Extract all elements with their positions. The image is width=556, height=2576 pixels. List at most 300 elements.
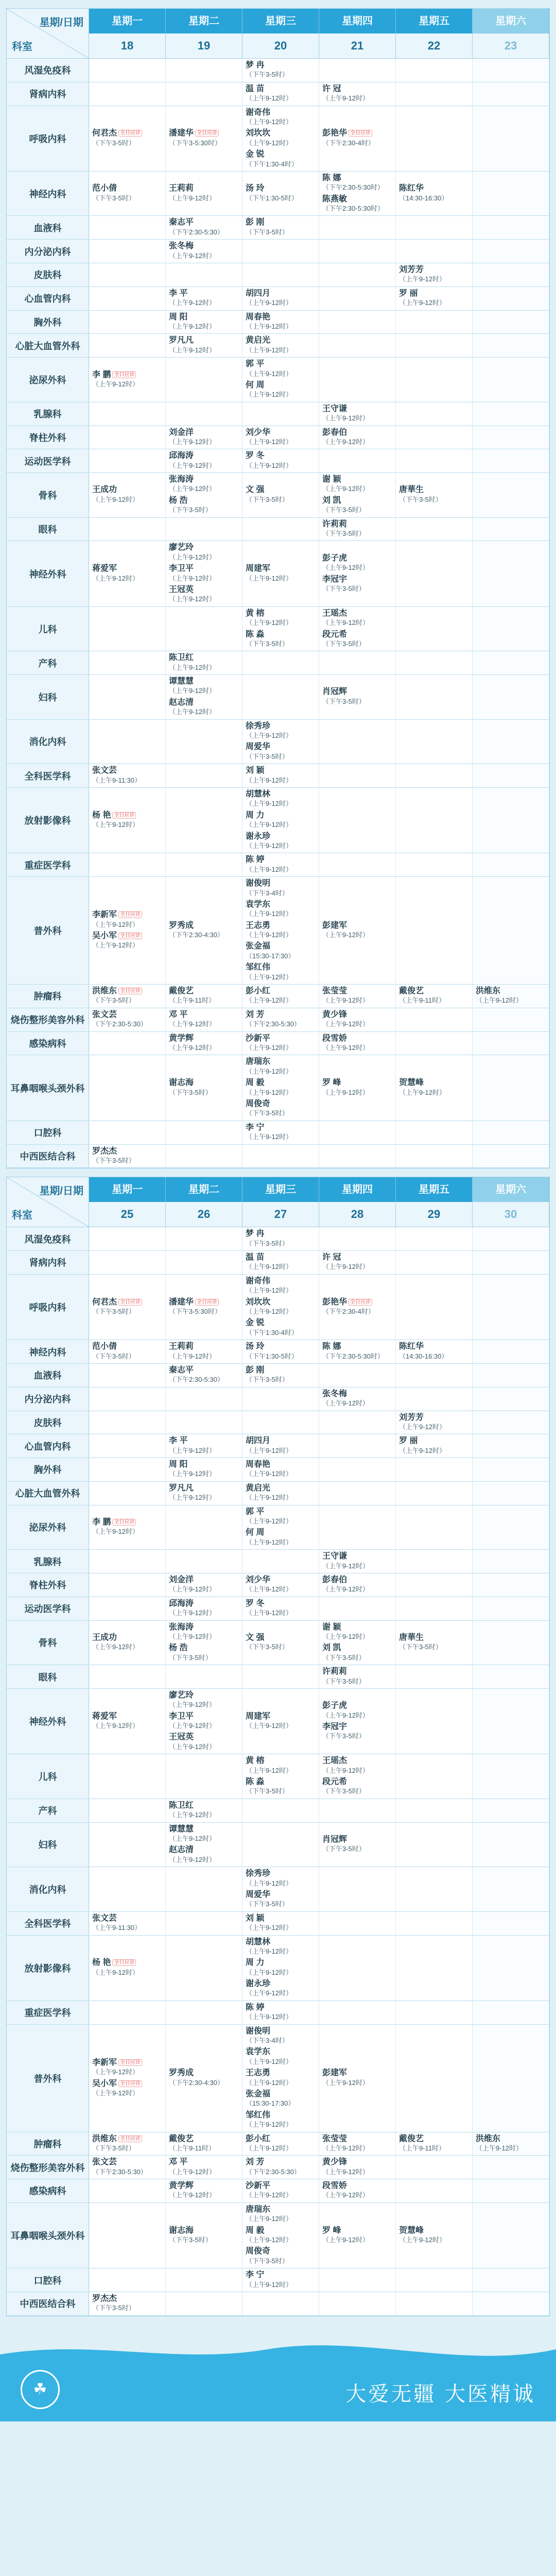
clinic-hours: （上午9-12时） xyxy=(169,346,216,354)
schedule-cell xyxy=(242,1032,319,1055)
doctor-entry xyxy=(92,564,162,583)
doctor-name: 李 平 xyxy=(169,1436,188,1446)
doctor-entry xyxy=(322,630,392,649)
schedule-cell xyxy=(242,2292,319,2315)
doctor-name: 吴小军 xyxy=(92,931,117,941)
clinic-hours: （上午9-12时） xyxy=(169,1632,216,1640)
schedule-cell xyxy=(89,764,166,787)
schedule-cell xyxy=(319,59,396,82)
clinic-hours: （上午9-12时） xyxy=(92,920,140,928)
clinic-hours: （上午9-12时） xyxy=(92,1722,140,1730)
schedule-cell xyxy=(319,1597,396,1620)
schedule-cell xyxy=(396,2156,473,2179)
schedule-cell xyxy=(166,1032,242,1055)
schedule-cell xyxy=(473,1145,549,1168)
doctor-entry xyxy=(399,1436,469,1455)
schedule-cell xyxy=(89,1505,166,1550)
doctor-entry xyxy=(246,1078,316,1097)
schedule-cell xyxy=(473,1505,549,1550)
clinic-hours: （上午9-12时） xyxy=(169,251,216,260)
date-label: 18 xyxy=(89,33,166,59)
doctor-entry xyxy=(169,1575,239,1595)
schedule-cell xyxy=(166,1754,242,1799)
schedule-cell xyxy=(319,1689,396,1754)
clinic-hours: （上午9-12时） xyxy=(399,275,446,283)
doctor-entry xyxy=(399,289,469,308)
schedule-cell xyxy=(89,311,166,334)
schedule-cell xyxy=(319,1505,396,1550)
doctor-entry xyxy=(322,1389,392,1409)
doctor-entry xyxy=(92,2134,162,2154)
dept-name: 重症医学科 xyxy=(7,2001,89,2024)
schedule-cell xyxy=(319,1227,396,1250)
schedule-cell xyxy=(166,788,242,853)
schedule-cell xyxy=(473,1227,549,1250)
schedule-cell xyxy=(319,473,396,517)
schedule-cell xyxy=(396,1573,473,1597)
clinic-hours: （下午3-5时） xyxy=(399,495,442,503)
doctor-entry xyxy=(246,2027,316,2046)
schedule-cell xyxy=(89,2156,166,2179)
schedule-cell xyxy=(319,2268,396,2292)
doctor-entry xyxy=(246,381,316,400)
corner-cell xyxy=(7,1177,89,1227)
schedule-cell xyxy=(242,1434,319,1458)
schedule-cell xyxy=(396,1936,473,2001)
schedule-cell xyxy=(89,1823,166,1867)
doctor-name: 郭 平 xyxy=(246,360,265,369)
doctor-name: 刘芳芳 xyxy=(399,265,424,275)
clinic-hours: （上午9-12时） xyxy=(246,800,293,808)
schedule-cell xyxy=(396,1275,473,1340)
schedule-cell xyxy=(396,1665,473,1688)
schedule-cell xyxy=(166,473,242,517)
hospital-logo-icon: ☘ xyxy=(21,2370,60,2409)
schedule-cell xyxy=(166,2001,242,2024)
doctor-name: 谢永珍 xyxy=(246,832,271,841)
dept-name: 眼科 xyxy=(7,518,89,541)
day-column-header xyxy=(396,9,473,59)
clinic-hours: （下午3-5时） xyxy=(92,194,135,202)
clinic-hours: （下午2:30-5:30） xyxy=(169,228,224,236)
dept-row xyxy=(7,1458,549,1482)
schedule-cell xyxy=(166,106,242,171)
doctor-entry xyxy=(322,174,392,193)
schedule-cell xyxy=(396,1754,473,1799)
weekday-label: 星期五 xyxy=(396,1177,473,1202)
schedule-cell xyxy=(319,1665,396,1688)
clinic-hours: （下午3-5时） xyxy=(246,752,289,760)
schedule-cell xyxy=(473,1434,549,1458)
schedule-cell xyxy=(166,1505,242,1550)
schedule-cell xyxy=(473,1573,549,1597)
schedule-cell xyxy=(242,1008,319,1031)
schedule-cell xyxy=(89,541,166,606)
schedule-cell xyxy=(473,402,549,426)
schedule-cell xyxy=(319,1387,396,1411)
doctor-entry xyxy=(322,496,392,515)
dept-name: 骨科 xyxy=(7,473,89,517)
dept-row xyxy=(7,1227,549,1251)
schedule-cell xyxy=(473,334,549,357)
clinic-hours: （上午9-12时） xyxy=(169,1585,216,1594)
doctor-name: 汤 玲 xyxy=(246,184,265,193)
dept-row xyxy=(7,2268,549,2292)
doctor-name: 刘少华 xyxy=(246,428,271,437)
doctor-entry xyxy=(92,370,162,389)
clinic-hours: （上午9-12时） xyxy=(246,732,293,740)
doctor-entry xyxy=(322,1643,392,1663)
clinic-hours: （上午9-12时） xyxy=(92,941,140,950)
all-day-badge: 全日应诊 xyxy=(349,130,372,137)
clinic-hours: （下午3-4时） xyxy=(246,2037,289,2045)
schedule-cell xyxy=(473,2001,549,2024)
doctor-name: 肖冠辉 xyxy=(322,687,348,697)
doctor-entry xyxy=(246,2158,316,2177)
schedule-cell xyxy=(319,1008,396,1031)
doctor-entry xyxy=(169,218,239,237)
clinic-hours: （上午9-12时） xyxy=(322,1399,370,1408)
clinic-hours: （上午9-12时） xyxy=(246,437,293,446)
doctor-entry xyxy=(92,485,162,504)
doctor-name: 周俊奇 xyxy=(246,2247,271,2256)
doctor-entry xyxy=(399,987,469,1006)
dept-name: 血液科 xyxy=(7,1364,89,1387)
schedule-cell xyxy=(396,1621,473,1665)
schedule-cell xyxy=(166,651,242,674)
doctor-entry xyxy=(322,404,392,423)
schedule-cell xyxy=(166,287,242,310)
doctor-entry xyxy=(246,790,316,809)
schedule-cell xyxy=(396,216,473,239)
schedule-cell xyxy=(242,263,319,286)
doctor-name: 段元希 xyxy=(322,630,348,639)
clinic-hours: （上午9-12时） xyxy=(476,2144,523,2152)
doctor-entry xyxy=(322,1575,392,1595)
doctor-name: 戴俊艺 xyxy=(399,987,424,996)
schedule-cell xyxy=(473,1754,549,1799)
schedule-cell xyxy=(396,1121,473,1144)
doctor-name: 谢俊明 xyxy=(246,879,271,888)
dept-name: 内分泌内科 xyxy=(7,240,89,263)
clinic-hours: （上午9-12时） xyxy=(246,1968,293,1976)
clinic-hours: （上午9-12时） xyxy=(322,2144,370,2152)
doctor-name: 贺慧峰 xyxy=(399,2226,424,2235)
clinic-hours: （下午3-5时） xyxy=(322,1677,366,1685)
schedule-cell xyxy=(89,240,166,263)
schedule-cell xyxy=(242,1340,319,1363)
schedule-cell xyxy=(396,1387,473,1411)
doctor-entry xyxy=(246,879,316,898)
doctor-name: 黄学辉 xyxy=(169,1033,194,1043)
schedule-cell xyxy=(89,1032,166,1055)
doctor-name: 周建军 xyxy=(246,564,271,573)
schedule-cell xyxy=(242,402,319,426)
clinic-hours: （上午9-12时） xyxy=(92,821,140,829)
schedule-cell xyxy=(473,358,549,402)
clinic-hours: （下午3-5时） xyxy=(169,1088,212,1096)
schedule-cell xyxy=(166,985,242,1008)
schedule-cell xyxy=(396,402,473,426)
schedule-cell xyxy=(319,1621,396,1665)
schedule-cell xyxy=(319,1275,396,1340)
clinic-hours: （上午9-12时） xyxy=(246,1088,293,1096)
clinic-hours: （上午9-12时） xyxy=(246,322,293,330)
clinic-hours: （下午3-5时） xyxy=(246,71,289,79)
dept-name: 神经外科 xyxy=(7,1689,89,1754)
clinic-hours: （上午9-12时） xyxy=(322,94,370,103)
clinic-hours: （上午9-12时） xyxy=(169,687,216,695)
schedule-cell xyxy=(473,473,549,517)
doctor-entry xyxy=(169,921,239,940)
doctor-entry xyxy=(246,1253,316,1272)
doctor-name: 王瑶杰 xyxy=(322,1756,348,1766)
dept-name: 眼科 xyxy=(7,1665,89,1688)
dept-row xyxy=(7,651,549,675)
doctor-entry xyxy=(169,1010,239,1029)
schedule-cell xyxy=(166,1912,242,1935)
dept-name: 肿瘤科 xyxy=(7,985,89,1008)
schedule-cell xyxy=(166,1621,242,1665)
clinic-hours: （上午9-12时） xyxy=(169,1855,216,1863)
all-day-badge: 全日应诊 xyxy=(195,130,219,137)
schedule-cell xyxy=(396,1364,473,1387)
schedule-cell xyxy=(319,172,396,216)
date-label: 23 xyxy=(473,33,549,59)
date-label: 26 xyxy=(166,1202,242,1227)
schedule-cell xyxy=(89,1008,166,1031)
doctor-name: 张冬梅 xyxy=(322,1389,348,1398)
dept-name: 皮肤科 xyxy=(7,263,89,286)
doctor-entry xyxy=(246,336,316,355)
schedule-cell xyxy=(396,82,473,106)
dept-name: 胸外科 xyxy=(7,311,89,334)
dept-row xyxy=(7,1411,549,1435)
schedule-cell xyxy=(396,473,473,517)
clinic-hours: （上午9-12时） xyxy=(169,1834,216,1842)
doctor-name: 范小倩 xyxy=(92,1342,117,1351)
schedule-cell xyxy=(319,1364,396,1387)
schedule-cell xyxy=(242,541,319,606)
clinic-hours: （上午9-12时） xyxy=(246,1538,293,1546)
doctor-entry xyxy=(169,1034,239,1053)
schedule-cell xyxy=(319,541,396,606)
schedule-cell xyxy=(242,651,319,674)
doctor-name: 周 阳 xyxy=(169,312,188,321)
doctor-entry xyxy=(246,987,316,1006)
dept-name: 乳腺科 xyxy=(7,1550,89,1573)
schedule-cell xyxy=(473,877,549,984)
schedule-cell xyxy=(242,2203,319,2268)
doctor-name: 胡四月 xyxy=(246,1436,271,1446)
clinic-hours: （上午9-12时） xyxy=(322,1562,370,1570)
doctor-entry xyxy=(246,84,316,104)
doctor-name: 罗秀成 xyxy=(169,921,194,930)
doctor-name: 陈 婷 xyxy=(246,2003,265,2012)
doctor-name: 王守谦 xyxy=(322,404,348,413)
schedule-cell xyxy=(89,1411,166,1434)
doctor-name: 肖冠辉 xyxy=(322,1835,348,1844)
clinic-hours: （下午3-5时） xyxy=(246,1376,289,1384)
dept-name: 神经外科 xyxy=(7,541,89,606)
schedule-cell xyxy=(89,1275,166,1340)
corner-dept-label: 科室 xyxy=(12,1210,32,1222)
schedule-cell xyxy=(89,1387,166,1411)
schedule-cell xyxy=(166,1458,242,1481)
dept-name: 骨科 xyxy=(7,1621,89,1665)
schedule-cell xyxy=(473,1458,549,1481)
dept-row xyxy=(7,1251,549,1275)
date-label: 27 xyxy=(242,1202,319,1227)
clinic-hours: （上午9-11时） xyxy=(169,996,216,1005)
doctor-entry xyxy=(246,811,316,830)
schedule-cell xyxy=(396,172,473,216)
dept-row xyxy=(7,263,549,287)
doctor-entry xyxy=(322,1722,392,1741)
schedule-cell xyxy=(89,263,166,286)
schedule-cell xyxy=(166,1936,242,2001)
doctor-entry xyxy=(246,1366,316,1385)
schedule-cell xyxy=(242,311,319,334)
clinic-hours: （上午9-12时） xyxy=(169,1494,216,1502)
schedule-cell xyxy=(89,985,166,1008)
clinic-hours: （下午3-5时） xyxy=(246,1787,289,1795)
schedule-cell xyxy=(319,518,396,541)
clinic-hours: （上午9-12时） xyxy=(246,776,293,784)
schedule-cell xyxy=(319,675,396,719)
schedule-cell xyxy=(242,1387,319,1411)
schedule-cell xyxy=(242,1364,319,1387)
schedule-cell xyxy=(319,216,396,239)
doctor-name: 杨 艳 xyxy=(92,1958,111,1968)
all-day-badge: 全日应诊 xyxy=(118,130,142,137)
doctor-name: 陈 娜 xyxy=(322,1342,341,1351)
clinic-hours: （下午3-5:30时） xyxy=(169,139,221,147)
schedule-cell xyxy=(242,518,319,541)
doctor-name: 陈燕敏 xyxy=(322,194,348,204)
doctor-entry xyxy=(246,2181,316,2200)
doctor-name: 汤 玲 xyxy=(246,1342,265,1351)
doctor-entry xyxy=(92,1010,162,1029)
schedule-cell xyxy=(319,1754,396,1799)
schedule-cell xyxy=(89,334,166,357)
doctor-entry xyxy=(92,1914,162,1933)
doctor-entry xyxy=(246,942,316,961)
clinic-hours: （下午2:30-5:30） xyxy=(246,2167,301,2176)
doctor-name: 邓 平 xyxy=(169,1010,188,1019)
weekday-label: 星期五 xyxy=(396,9,473,33)
doctor-entry xyxy=(169,1298,239,1317)
clinic-hours: （上午9-12时） xyxy=(399,1422,446,1431)
doctor-entry xyxy=(92,1147,162,1166)
schedule-cell xyxy=(242,985,319,1008)
doctor-name: 罗凡凡 xyxy=(169,1483,194,1493)
doctor-entry xyxy=(399,2226,469,2245)
clinic-hours: （上午9-12时） xyxy=(169,1470,216,1478)
schedule-cell xyxy=(242,675,319,719)
schedule-cell xyxy=(89,1621,166,1665)
dept-name: 心脏大血管外科 xyxy=(7,334,89,357)
doctor-entry xyxy=(169,2134,239,2154)
doctor-name: 赵志清 xyxy=(169,698,194,707)
doctor-name: 张金福 xyxy=(246,2089,271,2098)
schedule-cell xyxy=(242,1505,319,1550)
doctor-entry xyxy=(169,1366,239,1385)
clinic-hours: （下午3-5时） xyxy=(322,1732,366,1740)
clinic-hours: （下午2:30-5:30） xyxy=(246,1020,301,1028)
schedule-cell xyxy=(242,2025,319,2132)
schedule-cell xyxy=(473,59,549,82)
doctor-entry xyxy=(246,485,316,504)
dept-name: 耳鼻咽喉头颈外科 xyxy=(7,2203,89,2268)
doctor-name: 彭小红 xyxy=(246,987,271,996)
schedule-cell xyxy=(396,1458,473,1481)
doctor-name: 许 冠 xyxy=(322,84,341,93)
doctor-entry xyxy=(246,766,316,785)
doctor-entry xyxy=(169,1078,239,1097)
dept-name: 皮肤科 xyxy=(7,1411,89,1434)
doctor-entry xyxy=(322,2181,392,2200)
dept-row xyxy=(7,1032,549,1056)
schedule-cell xyxy=(242,216,319,239)
doctor-name: 赵志清 xyxy=(169,1845,194,1855)
clinic-hours: （上午9-12时） xyxy=(169,1722,216,1730)
doctor-entry xyxy=(246,184,316,203)
doctor-entry xyxy=(322,1034,392,1053)
dept-row xyxy=(7,2025,549,2132)
clinic-hours: （下午3-5时） xyxy=(92,2304,135,2312)
doctor-name: 周春艳 xyxy=(246,1460,271,1469)
doctor-entry xyxy=(246,1507,316,1527)
doctor-name: 张海涛 xyxy=(169,475,194,484)
doctor-name: 文 强 xyxy=(246,485,265,495)
doctor-name: 罗 冬 xyxy=(246,451,265,461)
dept-name: 全科医学科 xyxy=(7,1912,89,1935)
date-label: 22 xyxy=(396,33,473,59)
schedule-cell xyxy=(166,1823,242,1867)
doctor-entry xyxy=(399,1413,469,1432)
schedule-cell xyxy=(166,675,242,719)
doctor-name: 唐瑞东 xyxy=(246,1057,271,1066)
doctor-name: 黄启光 xyxy=(246,1483,271,1493)
date-label: 25 xyxy=(89,1202,166,1227)
doctor-name: 黄少锋 xyxy=(322,2158,348,2167)
clinic-hours: （上午9-12时） xyxy=(246,391,293,399)
schedule-cell xyxy=(242,1799,319,1822)
schedule-cell xyxy=(166,1251,242,1274)
clinic-hours: （上午9-12时） xyxy=(169,663,216,671)
clinic-hours: （下午3-5时） xyxy=(246,1239,289,1247)
schedule-cell xyxy=(319,2203,396,2268)
doctor-name: 陈红华 xyxy=(399,1342,424,1351)
doctor-name: 刘 颖 xyxy=(246,1913,265,1923)
schedule-cell xyxy=(89,1227,166,1250)
clinic-hours: （上午9-12时） xyxy=(169,322,216,330)
doctor-entry xyxy=(322,1835,392,1854)
doctor-entry xyxy=(246,428,316,447)
schedule-cell xyxy=(319,240,396,263)
schedule-cell xyxy=(242,287,319,310)
schedule-cell xyxy=(89,1550,166,1573)
schedule-cell xyxy=(319,334,396,357)
dept-row xyxy=(7,1505,549,1550)
schedule-cell xyxy=(473,1823,549,1867)
doctor-name: 张文芸 xyxy=(92,2158,117,2167)
doctor-name: 罗 丽 xyxy=(399,289,418,298)
schedule-cell xyxy=(166,1008,242,1031)
clinic-hours: （上午9-12时） xyxy=(246,996,293,1005)
schedule-cell xyxy=(396,764,473,787)
